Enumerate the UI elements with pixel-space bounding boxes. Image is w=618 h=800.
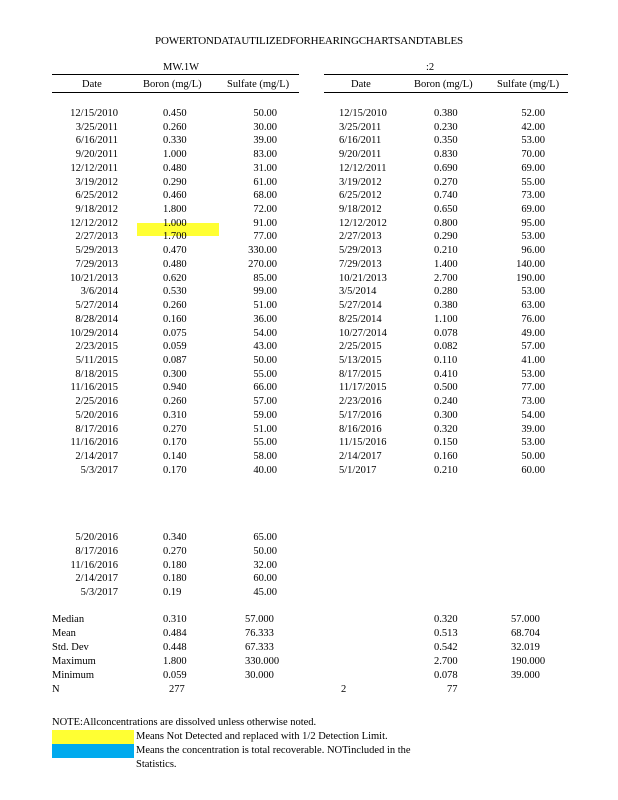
- table-cell-sulfate: 50.00: [253, 108, 277, 119]
- table-cell-date: 11/15/2016: [339, 437, 387, 449]
- stat-right-boron: 0.542: [434, 641, 458, 653]
- table-cell-sulfate: 69.00: [521, 162, 545, 174]
- table-cell-boron: 0.270: [163, 423, 187, 435]
- table-cell-boron: 1.700: [163, 231, 187, 243]
- table-cell-date: 2/27/2013: [339, 231, 382, 243]
- table-cell-boron: 0.340: [163, 532, 187, 543]
- table-cell-boron: 0.290: [163, 176, 187, 188]
- table-cell-sulfate: 60.00: [253, 573, 277, 585]
- left-sulfate-header: Sulfate (mg/L): [227, 79, 290, 90]
- table-cell-boron: 0.320: [434, 423, 458, 435]
- table-cell-sulfate: 43.00: [253, 341, 277, 353]
- table-cell-boron: 0.470: [163, 245, 187, 257]
- table-cell-sulfate: 40.00: [253, 464, 277, 476]
- table-cell-date: 11/17/2015: [339, 382, 387, 394]
- right-header-rule-bottom: [324, 92, 568, 93]
- stat-label: Maximum: [52, 655, 96, 667]
- stat-right-sulfate: 57.000: [511, 614, 540, 625]
- table-cell-date: 3/6/2014: [80, 286, 118, 298]
- legend-blue-swatch: [52, 744, 134, 758]
- table-cell-sulfate: 50.00: [253, 545, 277, 557]
- table-cell-sulfate: 42.00: [521, 121, 545, 133]
- table-cell-boron: 0.800: [434, 217, 458, 229]
- table-cell-date: 2/25/2016: [75, 396, 118, 408]
- table-cell-sulfate: 73.00: [521, 190, 545, 202]
- table-cell-sulfate: 57.00: [521, 341, 545, 353]
- table-cell-boron: 0.240: [434, 396, 458, 408]
- table-cell-boron: 0.160: [163, 313, 187, 325]
- table-cell-date: 2/23/2015: [75, 341, 118, 353]
- stat-left-boron: 0.484: [163, 627, 187, 639]
- table-cell-date: 2/14/2017: [339, 451, 382, 462]
- stat-label-n: N: [52, 683, 60, 695]
- table-cell-sulfate: 70.00: [521, 149, 545, 161]
- table-cell-boron: 0.480: [163, 162, 187, 174]
- table-cell-date: 10/27/2014: [339, 327, 387, 339]
- stat-right-boron: 2.700: [434, 655, 458, 667]
- left-header-rule-bottom: [52, 92, 299, 93]
- table-cell-date: 5/11/2015: [75, 354, 118, 366]
- stat-left-boron: 0.059: [163, 669, 187, 681]
- table-cell-boron: 0.170: [163, 437, 187, 449]
- table-cell-date: 3/19/2012: [75, 176, 118, 188]
- table-cell-boron: 0.082: [434, 341, 458, 353]
- table-cell-sulfate: 77.00: [521, 382, 545, 394]
- table-cell-boron: 0.170: [163, 464, 187, 476]
- table-cell-date: 8/18/2015: [75, 368, 118, 380]
- table-cell-boron: 0.620: [163, 272, 187, 284]
- table-cell-boron: 0.290: [434, 231, 458, 243]
- table-cell-sulfate: 69.00: [521, 204, 545, 216]
- table-cell-boron: 0.230: [434, 121, 458, 133]
- table-cell-sulfate: 36.00: [253, 313, 277, 325]
- stat-label: Mean: [52, 627, 76, 639]
- stat-right-boron: 0.078: [434, 669, 458, 681]
- table-cell-boron: 0.300: [434, 409, 458, 421]
- table-cell-sulfate: 65.00: [253, 532, 277, 543]
- table-cell-sulfate: 31.00: [253, 162, 277, 174]
- table-cell-boron: 1.000: [163, 217, 187, 229]
- table-cell-sulfate: 45.00: [253, 587, 277, 599]
- legend-blue-text-line2: Statistics.: [136, 759, 177, 770]
- table-cell-boron: 0.180: [163, 573, 187, 585]
- table-cell-boron: 0.110: [434, 354, 458, 366]
- table-cell-boron: 0.380: [434, 108, 458, 119]
- table-cell-boron: 2.700: [434, 272, 458, 284]
- legend-yellow-swatch: [52, 730, 134, 744]
- stat-right-boron: 0.320: [434, 614, 458, 625]
- left-header-rule-top: [52, 74, 299, 75]
- note-text: NOTE:Allconcentrations are dissolved unless otherwise noted.: [52, 717, 317, 728]
- table-cell-boron: 0.210: [434, 464, 458, 476]
- table-cell-date: 8/16/2016: [339, 423, 382, 435]
- table-cell-sulfate: 50.00: [253, 354, 277, 366]
- table-cell-boron: 0.350: [434, 135, 458, 147]
- stat-left-boron: 1.800: [163, 655, 187, 667]
- table-cell-date: 5/20/2016: [75, 409, 118, 421]
- table-cell-sulfate: 53.00: [521, 437, 545, 449]
- table-cell-boron: 0.480: [163, 258, 187, 270]
- table-cell-date: 3/25/2011: [75, 121, 118, 133]
- table-cell-boron: 1.400: [434, 258, 458, 270]
- table-cell-boron: 1.000: [163, 149, 187, 161]
- table-cell-boron: 0.740: [434, 190, 458, 202]
- table-cell-date: 7/29/2013: [75, 258, 118, 270]
- table-cell-date: 11/16/2016: [70, 559, 118, 571]
- table-cell-sulfate: 73.00: [521, 396, 545, 408]
- table-cell-sulfate: 58.00: [253, 451, 277, 462]
- table-cell-date: 3/5/2014: [339, 286, 377, 298]
- table-cell-sulfate: 85.00: [253, 272, 277, 284]
- stat-left-boron: 0.448: [163, 641, 187, 653]
- table-cell-date: 2/14/2017: [75, 573, 118, 585]
- table-cell-date: 8/17/2015: [339, 368, 382, 380]
- table-cell-sulfate: 53.00: [521, 135, 545, 147]
- table-cell-sulfate: 77.00: [253, 231, 277, 243]
- table-cell-sulfate: 39.00: [253, 135, 277, 147]
- table-cell-date: 8/25/2014: [339, 313, 382, 325]
- table-cell-boron: 1.800: [163, 204, 187, 216]
- table-cell-sulfate: 55.00: [253, 368, 277, 380]
- table-cell-sulfate: 140.00: [516, 258, 545, 270]
- table-cell-date: 5/27/2014: [339, 300, 382, 312]
- table-cell-date: 6/25/2012: [339, 190, 382, 202]
- table-cell-sulfate: 60.00: [521, 464, 545, 476]
- stat-right-n-date: 2: [341, 683, 347, 695]
- left-date-header: Date: [82, 79, 102, 90]
- stat-right-sulfate: 68.704: [511, 627, 540, 639]
- table-cell-sulfate: 270.00: [248, 258, 277, 270]
- table-cell-sulfate: 53.00: [521, 286, 545, 298]
- stat-left-n: 277: [169, 683, 185, 695]
- table-cell-sulfate: 72.00: [253, 204, 277, 216]
- table-cell-sulfate: 83.00: [253, 149, 277, 161]
- stat-left-sulfate: 76.333: [245, 627, 274, 639]
- table-cell-sulfate: 66.00: [253, 382, 277, 394]
- table-cell-boron: 0.270: [163, 545, 187, 557]
- table-cell-sulfate: 76.00: [521, 313, 545, 325]
- table-cell-boron: 0.270: [434, 176, 458, 188]
- table-cell-sulfate: 53.00: [521, 231, 545, 243]
- table-cell-date: 9/20/2011: [75, 149, 118, 161]
- table-cell-sulfate: 63.00: [521, 300, 545, 312]
- right-date-header: Date: [351, 79, 371, 90]
- table-cell-date: 12/15/2010: [70, 108, 118, 119]
- table-cell-sulfate: 39.00: [521, 423, 545, 435]
- table-cell-sulfate: 61.00: [253, 176, 277, 188]
- table-cell-sulfate: 95.00: [521, 217, 545, 229]
- table-cell-sulfate: 91.00: [253, 217, 277, 229]
- table-cell-date: 6/25/2012: [75, 190, 118, 202]
- table-cell-boron: 0.330: [163, 135, 187, 147]
- table-cell-date: 2/27/2013: [75, 231, 118, 243]
- table-cell-date: 11/16/2016: [70, 437, 118, 449]
- table-cell-sulfate: 54.00: [253, 327, 277, 339]
- table-cell-date: 9/20/2011: [339, 149, 382, 161]
- stat-left-sulfate: 57.000: [245, 614, 274, 625]
- table-cell-boron: 0.059: [163, 341, 187, 353]
- table-cell-sulfate: 96.00: [521, 245, 545, 257]
- table-cell-boron: 0.150: [434, 437, 458, 449]
- table-cell-sulfate: 51.00: [253, 423, 277, 435]
- table-cell-boron: 0.180: [163, 559, 187, 571]
- stat-label: Std. Dev: [52, 641, 89, 653]
- table-cell-date: 5/13/2015: [339, 354, 382, 366]
- table-cell-date: 10/29/2014: [70, 327, 118, 339]
- table-cell-date: 5/17/2016: [339, 409, 382, 421]
- stat-right-n: 77: [447, 683, 458, 695]
- table-cell-sulfate: 54.00: [521, 409, 545, 421]
- table-cell-boron: 0.260: [163, 396, 187, 408]
- table-cell-boron: 0.210: [434, 245, 458, 257]
- table-cell-boron: 0.500: [434, 382, 458, 394]
- table-cell-date: 6/16/2011: [75, 135, 118, 147]
- table-cell-date: 2/23/2016: [339, 396, 382, 408]
- table-cell-date: 6/16/2011: [339, 135, 382, 147]
- table-cell-sulfate: 51.00: [253, 300, 277, 312]
- stat-left-boron: 0.310: [163, 614, 187, 625]
- right-well-id: :2: [426, 62, 435, 73]
- stat-left-sulfate: 330.000: [245, 655, 280, 667]
- table-cell-boron: 0.310: [163, 409, 187, 421]
- table-cell-boron: 0.650: [434, 204, 458, 216]
- table-cell-date: 5/29/2013: [339, 245, 382, 257]
- table-cell-sulfate: 32.00: [253, 559, 277, 571]
- table-cell-sulfate: 52.00: [521, 108, 545, 119]
- table-cell-date: 3/19/2012: [339, 176, 382, 188]
- right-boron-header: Boron (mg/L): [414, 79, 473, 90]
- table-cell-boron: 0.830: [434, 149, 458, 161]
- table-cell-date: 11/16/2015: [70, 382, 118, 394]
- table-cell-boron: 0.940: [163, 382, 187, 394]
- table-cell-boron: 0.380: [434, 300, 458, 312]
- table-cell-boron: 0.460: [163, 190, 187, 202]
- table-cell-boron: 0.410: [434, 368, 458, 380]
- table-cell-date: 12/12/2011: [339, 162, 387, 174]
- table-cell-boron: 0.19: [163, 587, 182, 599]
- table-cell-sulfate: 55.00: [521, 176, 545, 188]
- table-cell-sulfate: 50.00: [521, 451, 545, 462]
- table-cell-sulfate: 59.00: [253, 409, 277, 421]
- table-cell-sulfate: 330.00: [248, 245, 277, 257]
- table-cell-sulfate: 49.00: [521, 327, 545, 339]
- table-cell-sulfate: 30.00: [253, 121, 277, 133]
- table-cell-date: 8/28/2014: [75, 313, 118, 325]
- stat-right-sulfate: 32.019: [511, 641, 540, 653]
- table-cell-date: 7/29/2013: [339, 258, 382, 270]
- table-cell-sulfate: 55.00: [253, 437, 277, 449]
- page-title: POWERTONDATAUTILIZEDFORHEARINGCHARTSANDTABLES: [155, 35, 463, 47]
- stat-right-boron: 0.513: [434, 627, 458, 639]
- table-cell-boron: 0.160: [434, 451, 458, 462]
- legend-yellow-text: Means Not Detected and replaced with 1/2 Detection Limit.: [136, 731, 388, 742]
- stat-right-sulfate: 39.000: [511, 669, 540, 681]
- table-cell-sulfate: 190.00: [516, 272, 545, 284]
- table-cell-boron: 0.260: [163, 300, 187, 312]
- table-cell-boron: 0.450: [163, 108, 187, 119]
- legend-blue-text-line1: Means the concentration is total recoverable. NOTincluded in the: [136, 745, 411, 756]
- stat-label: Median: [52, 614, 85, 625]
- table-cell-date: 5/3/2017: [80, 464, 118, 476]
- table-cell-date: 12/12/2011: [70, 162, 118, 174]
- table-cell-boron: 1.100: [434, 313, 458, 325]
- table-cell-sulfate: 68.00: [253, 190, 277, 202]
- table-cell-boron: 0.530: [163, 286, 187, 298]
- table-cell-boron: 0.690: [434, 162, 458, 174]
- table-cell-date: 5/3/2017: [80, 587, 118, 599]
- table-cell-date: 5/27/2014: [75, 300, 118, 312]
- table-cell-date: 5/20/2016: [75, 532, 118, 543]
- table-cell-boron: 0.075: [163, 327, 187, 339]
- stat-right-sulfate: 190.000: [511, 655, 546, 667]
- table-cell-boron: 0.260: [163, 121, 187, 133]
- right-header-rule-top: [324, 74, 568, 75]
- table-cell-sulfate: 99.00: [253, 286, 277, 298]
- right-sulfate-header: Sulfate (mg/L): [497, 79, 560, 90]
- table-cell-sulfate: 57.00: [253, 396, 277, 408]
- table-cell-date: 8/17/2016: [75, 423, 118, 435]
- table-cell-date: 12/12/2012: [70, 217, 118, 229]
- table-cell-date: 9/18/2012: [75, 204, 118, 216]
- table-cell-date: 2/14/2017: [75, 451, 118, 462]
- table-cell-date: 9/18/2012: [339, 204, 382, 216]
- table-cell-sulfate: 41.00: [521, 354, 545, 366]
- stat-label: Minimum: [52, 669, 95, 681]
- table-cell-boron: 0.078: [434, 327, 458, 339]
- table-cell-date: 2/25/2015: [339, 341, 382, 353]
- stat-left-sulfate: 30.000: [245, 669, 274, 681]
- left-well-id: MW.1W: [163, 62, 200, 73]
- table-cell-date: 3/25/2011: [339, 121, 382, 133]
- table-cell-date: 12/12/2012: [339, 217, 387, 229]
- table-cell-boron: 0.300: [163, 368, 187, 380]
- left-boron-header: Boron (mg/L): [143, 79, 202, 90]
- table-cell-boron: 0.087: [163, 354, 187, 366]
- stat-left-sulfate: 67.333: [245, 641, 274, 653]
- table-cell-boron: 0.280: [434, 286, 458, 298]
- table-cell-date: 12/15/2010: [339, 108, 387, 119]
- table-cell-sulfate: 53.00: [521, 368, 545, 380]
- table-cell-date: 8/17/2016: [75, 545, 118, 557]
- table-cell-date: 10/21/2013: [70, 272, 118, 284]
- table-cell-date: 5/1/2017: [339, 464, 377, 476]
- table-cell-date: 10/21/2013: [339, 272, 387, 284]
- table-cell-date: 5/29/2013: [75, 245, 118, 257]
- table-cell-boron: 0.140: [163, 451, 187, 462]
